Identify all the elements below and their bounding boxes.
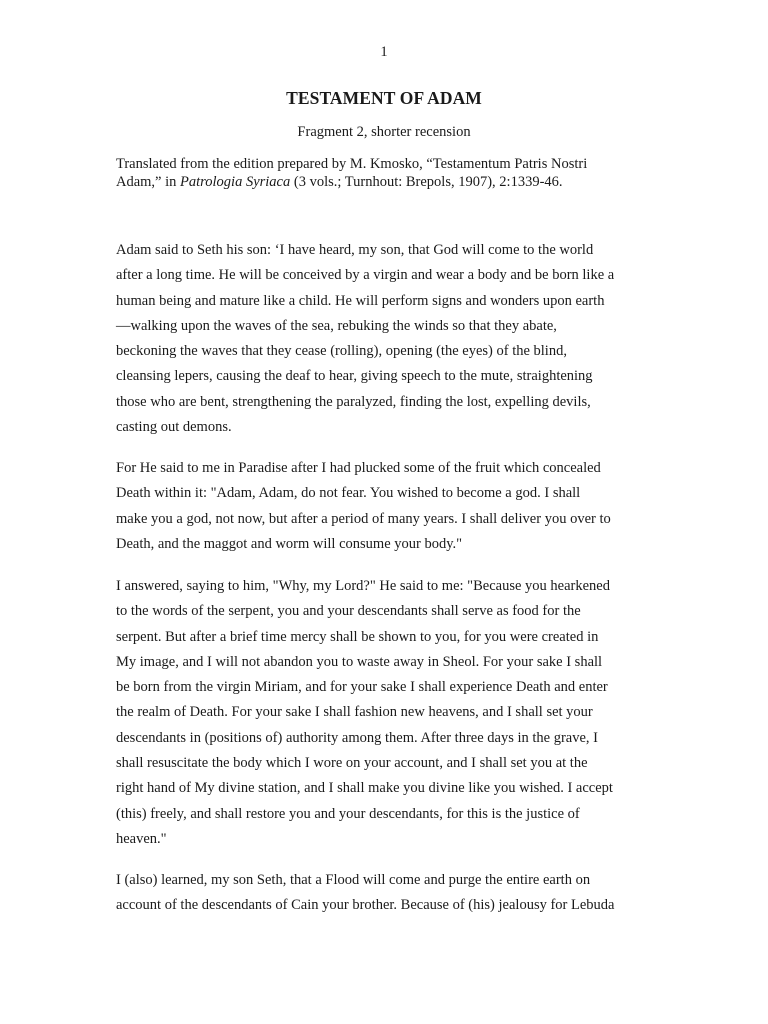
source-text: Adam,” in bbox=[116, 174, 181, 190]
source-text: (3 vols.; Turnhout: Brepols, 1907), 2:1339-46. bbox=[290, 174, 563, 190]
text-line: Death within it: "Adam, Adam, do not fear. You wished to become a god. I shall bbox=[116, 485, 581, 502]
text-line: For He said to me in Paradise after I had plucked some of the fruit which concealed bbox=[116, 460, 601, 476]
paragraph-4 bbox=[116, 868, 656, 919]
text-line: be born from the virgin Miriam, and for your sake I shall experience Death and enter bbox=[116, 679, 608, 696]
text-line: right hand of My divine station, and I shall make you divine like you wished. I accept bbox=[116, 780, 613, 797]
text-line: account of the descendants of Cain your brother. Because of (his) jealousy for Lebuda bbox=[116, 897, 615, 914]
text-line: beckoning the waves that they cease (rolling), opening (the eyes) of the blind, bbox=[116, 343, 567, 360]
source-line bbox=[116, 173, 652, 191]
source-citation bbox=[116, 155, 652, 191]
text-line: human being and mature like a child. He will perform signs and wonders upon earth bbox=[116, 292, 605, 309]
text-line: shall resuscitate the body which I wore on your account, and I shall set you at the bbox=[116, 755, 588, 772]
text-line: I (also) learned, my son Seth, that a Flood will come and purge the entire earth on bbox=[116, 872, 591, 888]
source-line: Translated from the edition prepared by M. Kmosko, “Testamentum Patris Nostri bbox=[116, 156, 588, 172]
text-line: (this) freely, and shall restore you and your descendants, for this is the justice of bbox=[116, 805, 580, 822]
text-line: those who are bent, strengthening the paralyzed, finding the lost, expelling devils, bbox=[116, 393, 591, 410]
paragraph-3 bbox=[116, 574, 656, 852]
text-line: to the words of the serpent, you and your descendants shall serve as food for the bbox=[116, 603, 581, 620]
text-line: serpent. But after a brief time mercy shall be shown to you, for you were created in bbox=[116, 628, 599, 645]
text-line: —walking upon the waves of the sea, rebuking the winds so that they abate, bbox=[116, 317, 557, 334]
text-line: cleansing lepers, causing the deaf to hear, giving speech to the mute, straightening bbox=[116, 368, 593, 385]
paragraph-2 bbox=[116, 456, 656, 557]
text-line: Death, and the maggot and worm will consume your body." bbox=[116, 535, 463, 552]
text-line: I answered, saying to him, "Why, my Lord?" He said to me: "Because you hearkened bbox=[116, 578, 610, 594]
text-line: Adam said to Seth his son: ‘I have heard, my son, that God will come to the world bbox=[116, 242, 594, 258]
paragraph-1 bbox=[116, 238, 656, 440]
text-line: casting out demons. bbox=[116, 419, 232, 436]
text-line: after a long time. He will be conceived by a virgin and wear a body and be born like a bbox=[116, 267, 615, 284]
page-number: 1 bbox=[380, 44, 388, 60]
text-line: My image, and I will not abandon you to waste away in Sheol. For your sake I shall bbox=[116, 653, 603, 670]
source-title-italic: Patrologia Syriaca bbox=[180, 174, 291, 190]
text-line: descendants in (positions of) authority among them. After three days in the grave, I bbox=[116, 729, 598, 746]
text-line: heaven." bbox=[116, 830, 167, 847]
document-subtitle: Fragment 2, shorter recension bbox=[297, 124, 471, 140]
text-line: make you a god, not now, but after a period of many years. I shall deliver you over to bbox=[116, 510, 611, 527]
document-title: TESTAMENT OF ADAM bbox=[286, 88, 482, 108]
text-line: the realm of Death. For your sake I shall fashion new heavens, and I shall set your bbox=[116, 704, 593, 721]
